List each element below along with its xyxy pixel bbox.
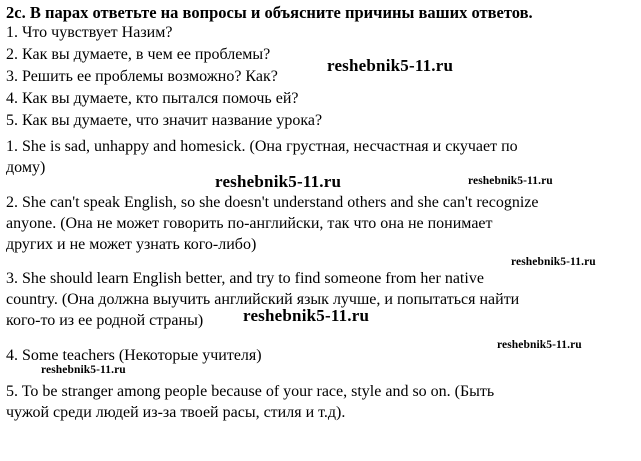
answer-3-line-2: country. (Она должна выучить английский язык лучше, и попытаться найти — [6, 291, 520, 308]
answer-3-line-1: 3. She should learn English better, and try to find someone from her native — [6, 270, 484, 287]
watermark-text: reshebnik5-11.ru — [41, 364, 126, 376]
question-4: 4. Как вы думаете, кто пытался помочь ей? — [6, 90, 299, 107]
question-3: 3. Решить ее проблемы возможно? Как? — [6, 68, 278, 85]
answer-2-line-1: 2. She can't speak English, so she doesn't understand others and she can't recognize — [6, 194, 539, 211]
answer-1-line-2: дому) — [6, 159, 46, 176]
question-5: 5. Как вы думаете, что значит название урока? — [6, 112, 323, 129]
watermark-text: reshebnik5-11.ru — [497, 339, 582, 351]
question-1: 1. Что чувствует Назим? — [6, 24, 173, 41]
answer-3-line-3: кого-то из ее родной страны) — [6, 312, 204, 329]
answer-5-line-1: 5. To be stranger among people because of your race, style and so on. (Быть — [6, 383, 495, 400]
answer-2-line-2: anyone. (Она не может говорить по-английски, так что она не понимает — [6, 215, 493, 232]
answer-4-line-1: 4. Some teachers (Некоторые учителя) — [6, 347, 262, 364]
answer-1-line-1: 1. She is sad, unhappy and homesick. (Она грустная, несчастная и скучает по — [6, 138, 518, 155]
watermark-text: reshebnik5-11.ru — [327, 56, 454, 75]
answer-2-line-3: других и не может узнать кого-либо) — [6, 236, 257, 253]
watermark-text: reshebnik5-11.ru — [243, 306, 370, 325]
watermark-text: reshebnik5-11.ru — [511, 256, 596, 268]
watermark-text: reshebnik5-11.ru — [215, 172, 342, 191]
answer-5-line-2: чужой среди людей из-за твоей расы, стиля и т.д). — [6, 404, 346, 421]
question-2: 2. Как вы думаете, в чем ее проблемы? — [6, 46, 271, 63]
watermark-text: reshebnik5-11.ru — [468, 175, 553, 187]
exercise-title: 2c. В парах ответьте на вопросы и объясните причины ваших ответов. — [6, 3, 533, 22]
